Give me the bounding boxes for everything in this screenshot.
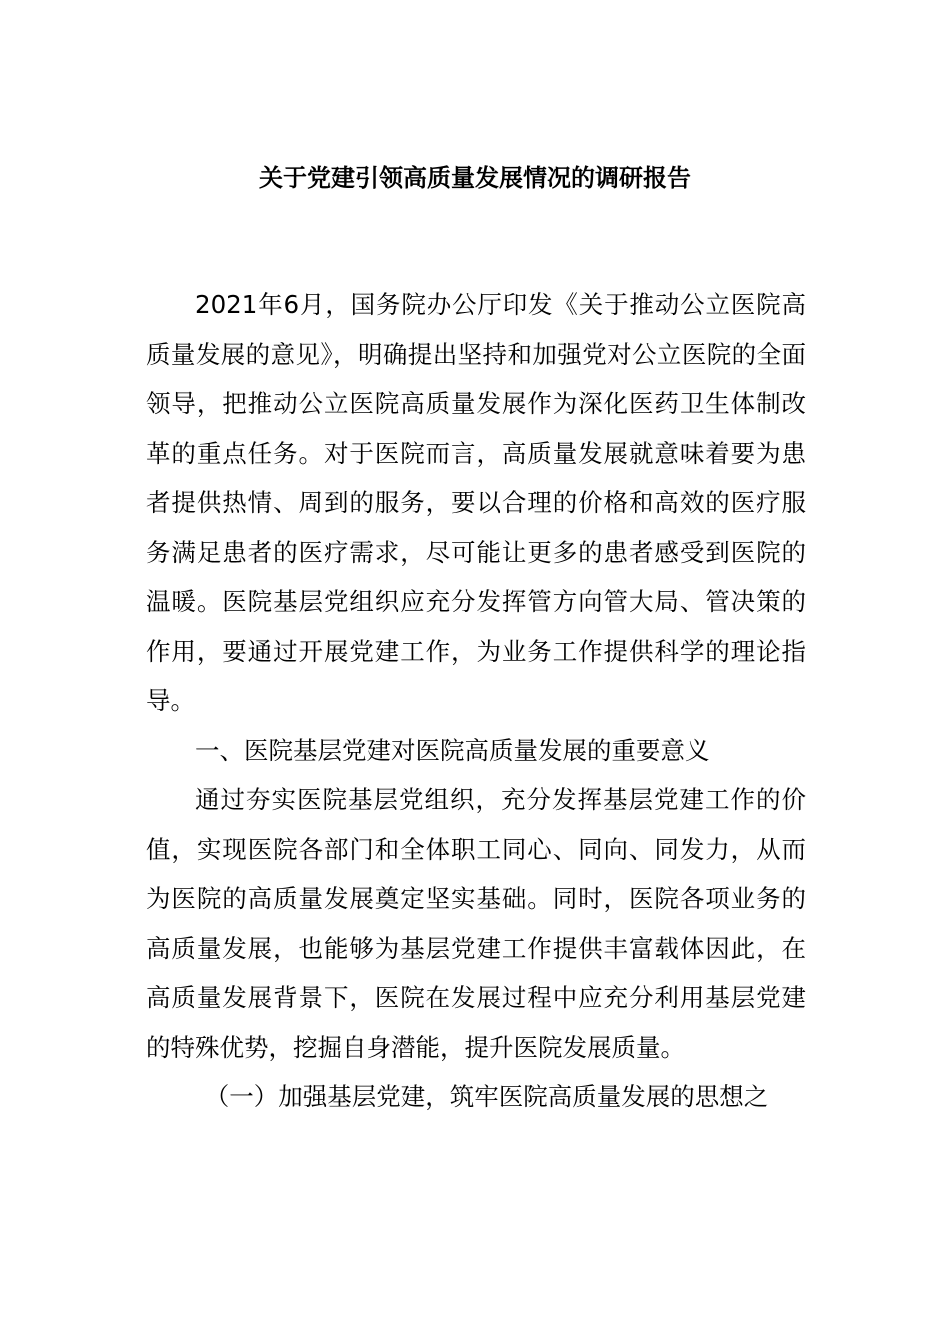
document-title: 关于党建引领高质量发展情况的调研报告 <box>259 164 691 192</box>
section-heading-1: 一、医院基层党建对医院高质量发展的重要意义 <box>195 735 710 765</box>
paragraph-section-1: 通过夯实医院基层党组织，充分发挥基层党建工作的价值，实现医院各部门和全体职工同心、同向、同发力，从而为医院的高质量发展奠定坚实基础。同时，医院各项业务的高质量发展，也能够为基层党建工作提供丰富载体因此，在高质量发展背景下，医院在发展过程中应充分利用基层党建的特殊优势，挖掘自身潜能，提升医院发展质量。 <box>146 785 806 1062</box>
subsection-heading-1: （一）加强基层党建，筑牢医院高质量发展的思想之 <box>204 1082 769 1111</box>
document-body <box>146 280 806 1122</box>
paragraph-intro: 2021年6月，国务院办公厅印发《关于推动公立医院高质量发展的意见》，明确提出坚持和加强党对公立医院的全面领导，把推动公立医院高质量发展作为深化医药卫生体制改革的重点任务。对于医院而言，高质量发展就意味着要为患者提供热情、周到的服务，要以合理的价格和高效的医疗服务满足患者的医疗需求，尽可能让更多的患者感受到医院的温暖。医院基层党组织应充分发挥管方向管大局、管决策的作用，要通过开展党建工作，为业务工作提供科学的理论指导。 <box>146 290 806 715</box>
